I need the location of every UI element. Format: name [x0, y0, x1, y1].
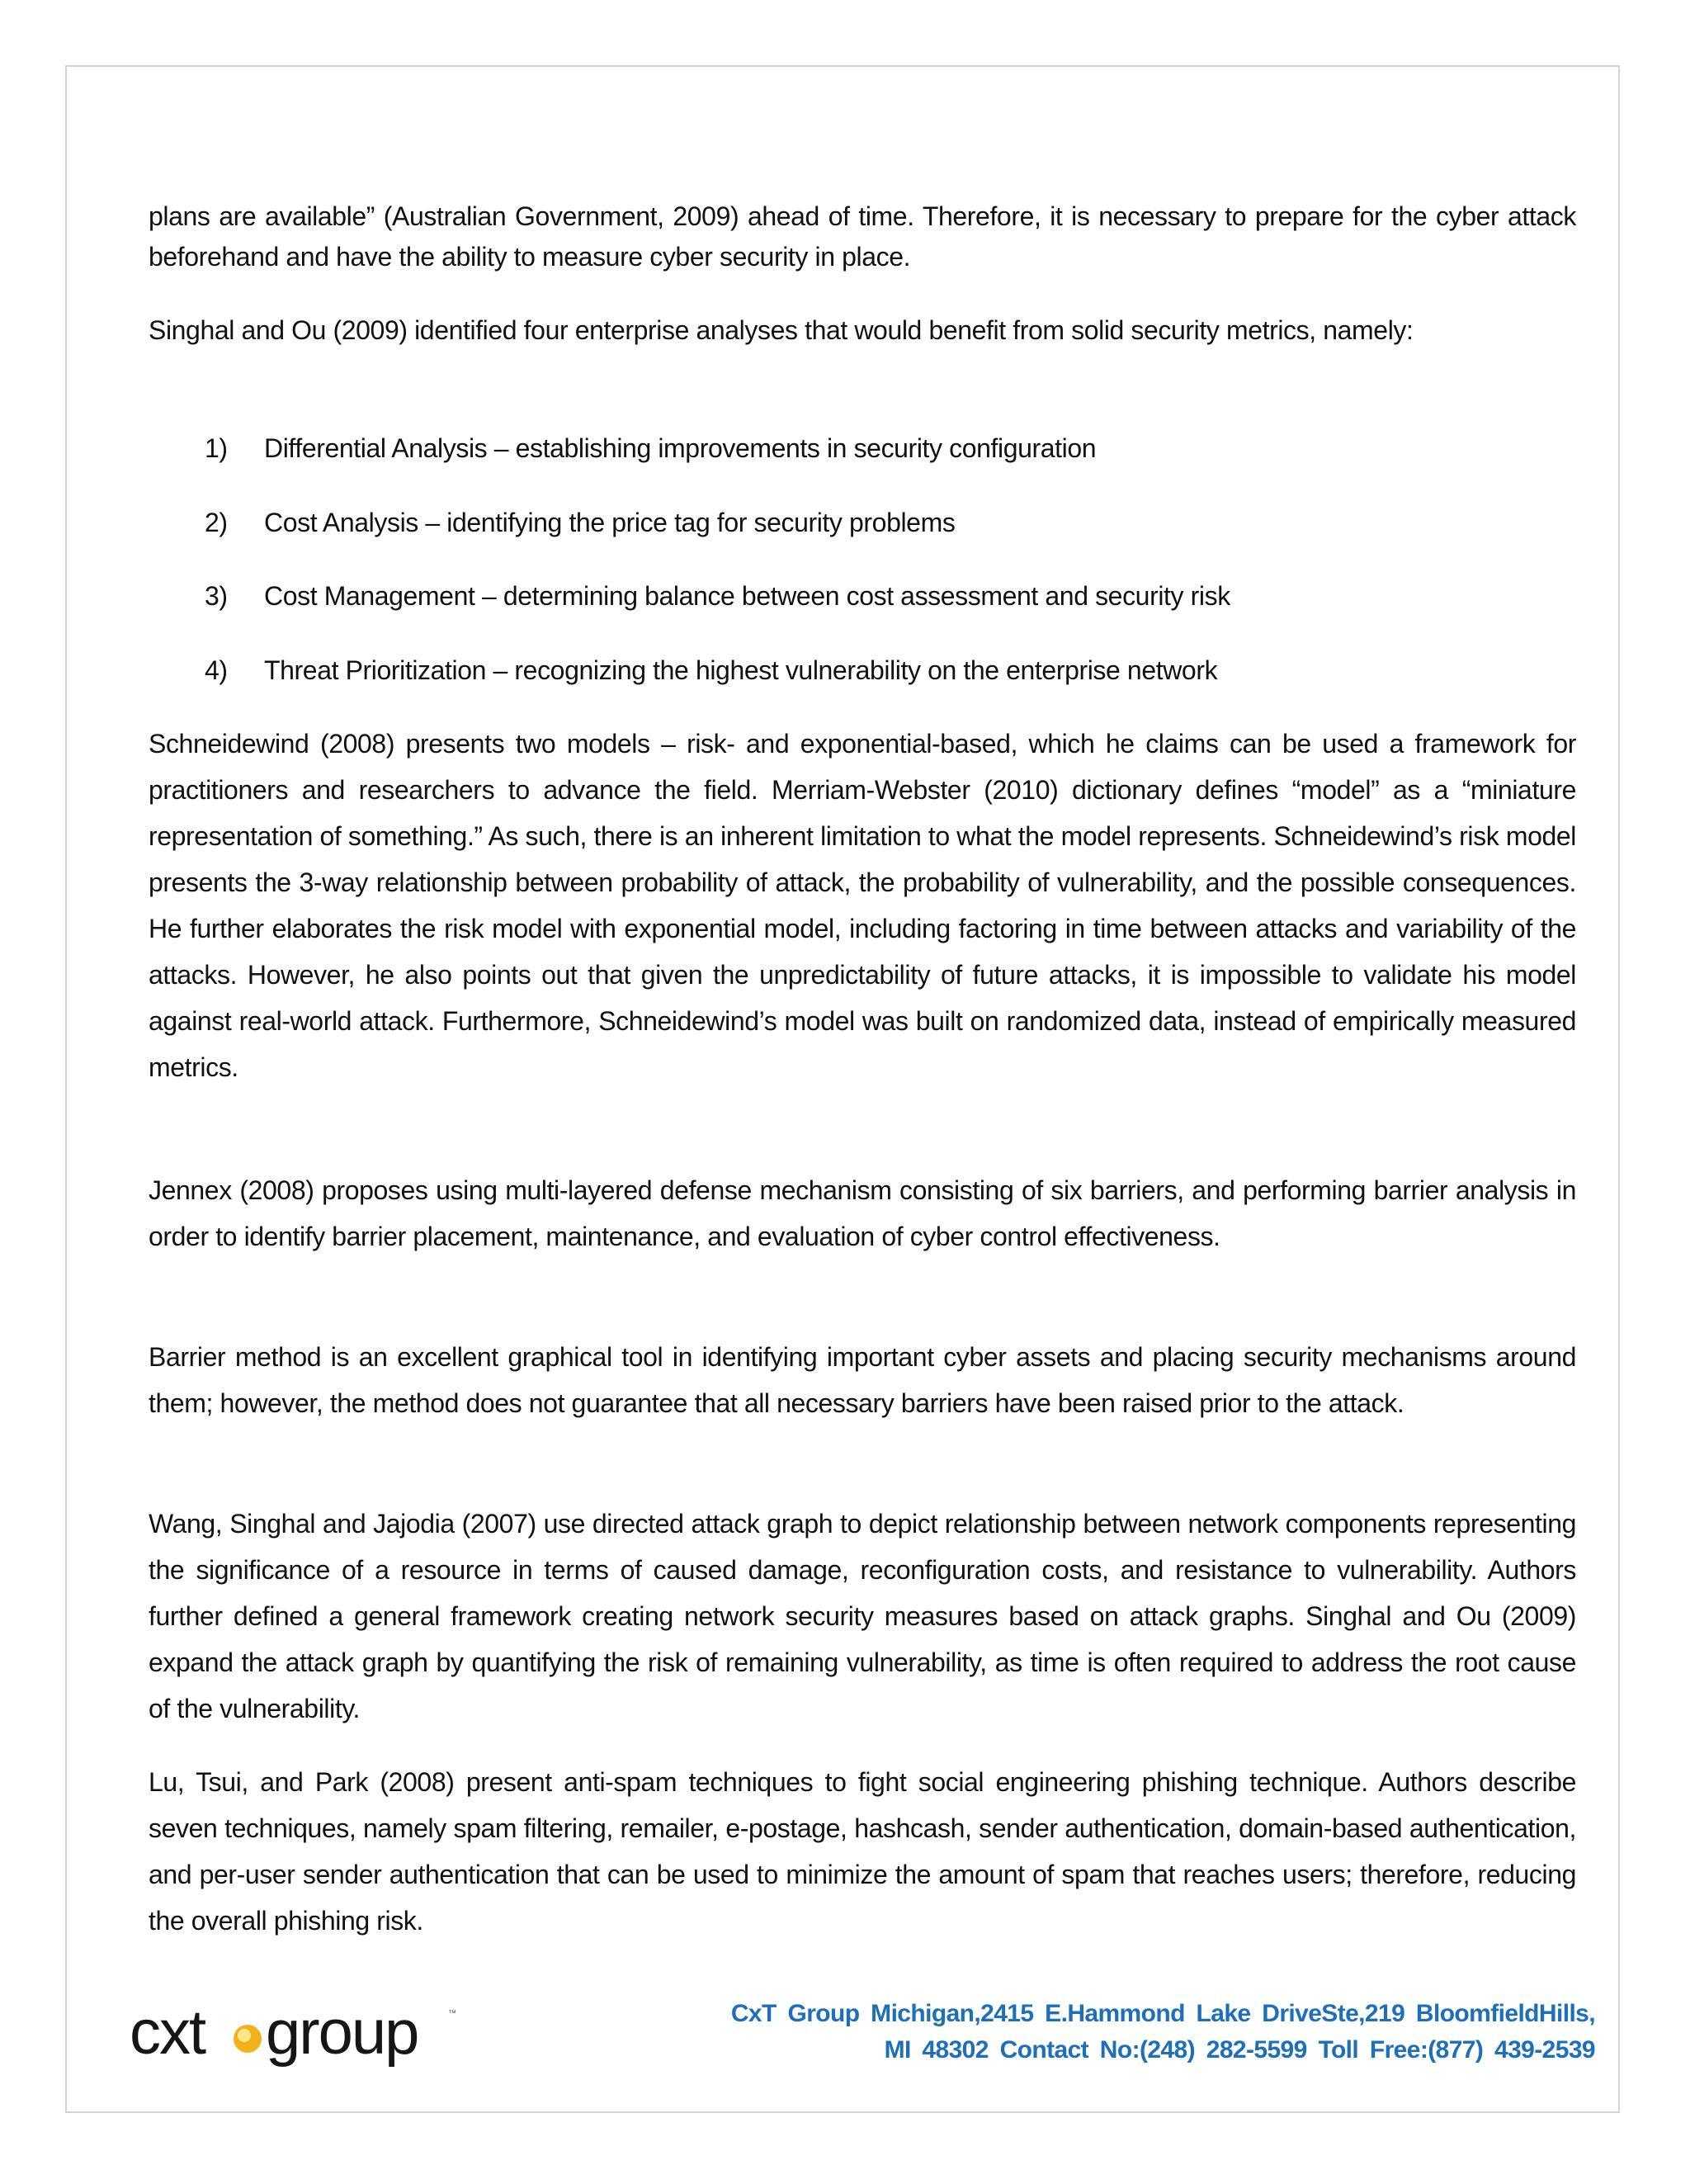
list-number: 2) — [205, 508, 228, 537]
footer-line-address: CxT Group Michigan,2415 E.Hammond Lake DriveSte,219 BloomfieldHills, — [730, 2000, 1595, 2027]
svg-text:™: ™ — [448, 2009, 456, 2018]
company-logo — [130, 1997, 460, 2080]
svg-text:cxt: cxt — [130, 1997, 205, 2068]
list-text: Differential Analysis – establishing improvements in security configuration — [264, 433, 1097, 463]
paragraph: Wang, Singhal and Jajodia (2007) use directed attack graph to depict relationship between network components representing the significance of a resource in terms of caused damage, reconfiguration costs, and resistance to vulnerability. Authors further defined a general framework creating network security measures based on attack graphs. Singhal and Ou (2009) expand the attack graph by quantifying the risk of remaining vulnerability, as time is often required to address the root cause of the vulnerability. — [149, 1509, 1576, 1723]
list-text: Cost Management – determining balance between cost assessment and security risk — [264, 581, 1230, 611]
cxt-group-logo-icon — [130, 1997, 460, 2080]
list-text: Cost Analysis – identifying the price tag for security problems — [264, 508, 956, 537]
footer-address — [731, 1996, 1595, 2068]
paragraph: Jennex (2008) proposes using multi-layered defense mechanism consisting of six barriers, and performing barrier analysis in order to identify barrier placement, maintenance, and evaluation of cyber control effectiveness. — [149, 1175, 1576, 1251]
paragraph: Barrier method is an excellent graphical tool in identifying important cyber assets and placing security mechanisms around them; however, the method does not guarantee that all necessary barriers have been raised prior to the attack. — [149, 1342, 1576, 1418]
list-number: 3) — [205, 581, 228, 611]
list-number: 4) — [205, 655, 228, 685]
list-number: 1) — [205, 433, 228, 463]
paragraph: plans are available” (Australian Government, 2009) ahead of time. Therefore, it is necessary to prepare for the cyber attack beforehand and have the ability to measure cyber security in place. — [149, 201, 1576, 272]
list-item — [205, 647, 1217, 693]
list-item — [205, 573, 1230, 619]
svg-text:group: group — [266, 1997, 418, 2068]
paragraph: Schneidewind (2008) presents two models – risk- and exponential-based, which he claims can be used a framework for practitioners and researchers to advance the field. Merriam-Webster (2010) dictionary defines “model” as a “miniature representation of something.” As such, there is an inherent limitation to what the model represents. Schneidewind’s risk model presents the 3-way relationship between probability of attack, the probability of vulnerability, and the possible consequences. He further elaborates the risk model with exponential model, including factoring in time between attacks and variability of the attacks. However, he also points out that given the unpredictability of future attacks, it is impossible to validate his model against real-world attack. Furthermore, Schneidewind’s model was built on randomized data, instead of empirically measured metrics. — [149, 729, 1576, 1082]
paragraph: Singhal and Ou (2009) identified four enterprise analyses that would benefit from solid security metrics, namely: — [149, 315, 1414, 345]
paragraph: Lu, Tsui, and Park (2008) present anti-spam techniques to fight social engineering phishing technique. Authors describe seven techniques, namely spam filtering, remailer, e-postage, hashcash, sender authentication, domain-based authentication, and per-user sender authentication that can be used to minimize the amount of spam that reaches users; therefore, reducing the overall phishing risk. — [149, 1767, 1576, 1936]
list-item — [205, 499, 955, 546]
list-text: Threat Prioritization – recognizing the highest vulnerability on the enterprise network — [264, 655, 1218, 685]
footer-line-contact: MI 48302 Contact No:(248) 282-5599 Toll Free:(877) 439-2539 — [884, 2036, 1595, 2063]
list-item — [205, 425, 1096, 471]
